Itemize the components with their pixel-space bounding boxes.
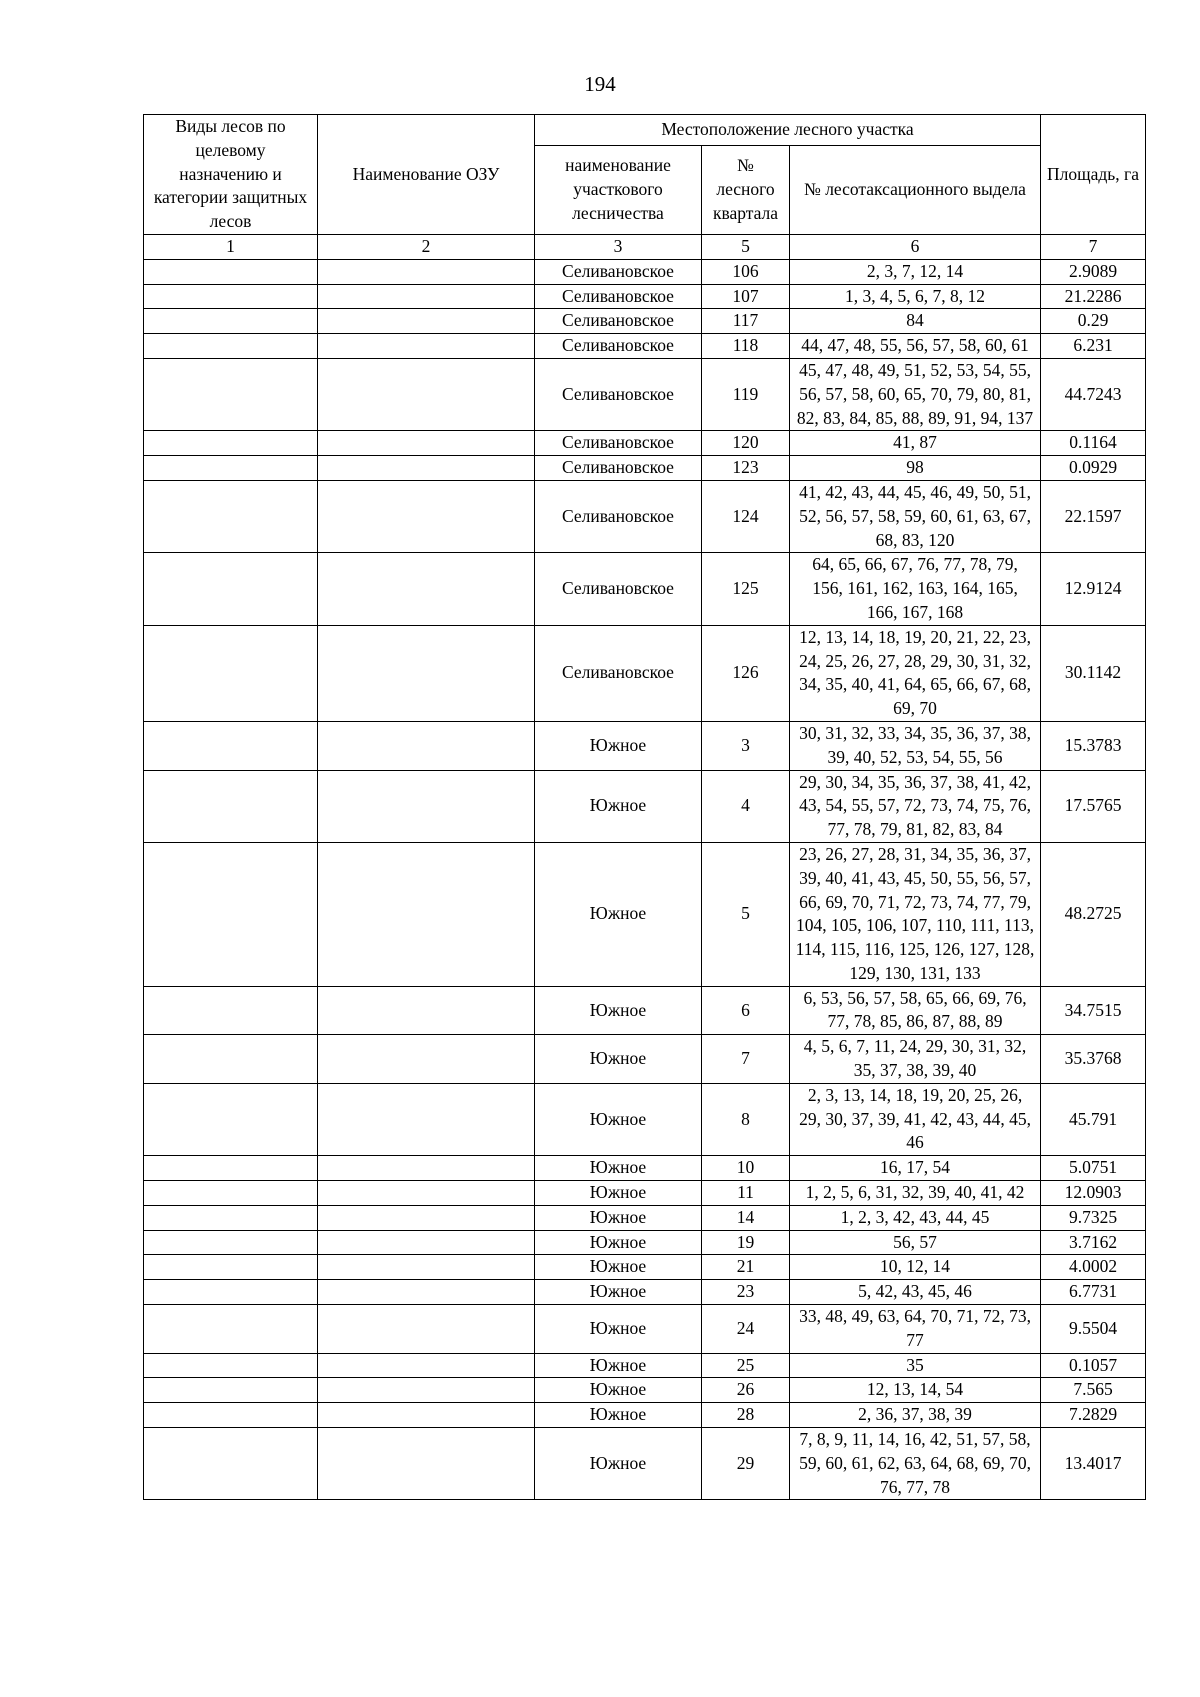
quarter-cell: 8 bbox=[702, 1083, 790, 1155]
forest-type-cell bbox=[144, 1428, 318, 1500]
vydel-cell: 33, 48, 49, 63, 64, 70, 71, 72, 73, 77 bbox=[790, 1305, 1041, 1354]
quarter-cell: 120 bbox=[702, 431, 790, 456]
quarter-cell: 10 bbox=[702, 1156, 790, 1181]
quarter-cell: 107 bbox=[702, 284, 790, 309]
ozu-name-cell bbox=[318, 553, 535, 625]
forestry-cell: Селивановское bbox=[535, 309, 702, 334]
area-cell: 9.7325 bbox=[1041, 1205, 1146, 1230]
table-row bbox=[144, 456, 1146, 481]
header-quarter-number: № лесного квартала bbox=[702, 145, 790, 234]
column-number: 2 bbox=[318, 234, 535, 259]
forestry-cell: Южное bbox=[535, 1378, 702, 1403]
table-row bbox=[144, 1280, 1146, 1305]
forestry-cell: Селивановское bbox=[535, 625, 702, 721]
vydel-cell: 6, 53, 56, 57, 58, 65, 66, 69, 76, 77, 78, 85, 86, 87, 88, 89 bbox=[790, 986, 1041, 1035]
forest-type-cell bbox=[144, 553, 318, 625]
quarter-cell: 29 bbox=[702, 1428, 790, 1500]
ozu-name-cell bbox=[318, 309, 535, 334]
ozu-name-cell bbox=[318, 334, 535, 359]
vydel-cell: 1, 3, 4, 5, 6, 7, 8, 12 bbox=[790, 284, 1041, 309]
area-cell: 7.565 bbox=[1041, 1378, 1146, 1403]
ozu-name-cell bbox=[318, 625, 535, 721]
table-row bbox=[144, 1181, 1146, 1206]
area-cell: 21.2286 bbox=[1041, 284, 1146, 309]
forestry-cell: Южное bbox=[535, 1280, 702, 1305]
vydel-cell: 1, 2, 5, 6, 31, 32, 39, 40, 41, 42 bbox=[790, 1181, 1041, 1206]
area-cell: 13.4017 bbox=[1041, 1428, 1146, 1500]
forestry-cell: Южное bbox=[535, 1353, 702, 1378]
forest-type-cell bbox=[144, 721, 318, 770]
forest-type-cell bbox=[144, 358, 318, 430]
forestry-cell: Селивановское bbox=[535, 334, 702, 359]
table-row bbox=[144, 284, 1146, 309]
table-row bbox=[144, 1403, 1146, 1428]
table-row bbox=[144, 1035, 1146, 1084]
forest-type-cell bbox=[144, 842, 318, 986]
area-cell: 0.1057 bbox=[1041, 1353, 1146, 1378]
quarter-cell: 11 bbox=[702, 1181, 790, 1206]
vydel-cell: 7, 8, 9, 11, 14, 16, 42, 51, 57, 58, 59, 60, 61, 62, 63, 64, 68, 69, 70, 76, 77, 78 bbox=[790, 1428, 1041, 1500]
forestry-cell: Южное bbox=[535, 721, 702, 770]
area-cell: 44.7243 bbox=[1041, 358, 1146, 430]
quarter-cell: 6 bbox=[702, 986, 790, 1035]
area-cell: 6.231 bbox=[1041, 334, 1146, 359]
vydel-cell: 41, 87 bbox=[790, 431, 1041, 456]
ozu-name-cell bbox=[318, 1403, 535, 1428]
area-cell: 12.0903 bbox=[1041, 1181, 1146, 1206]
quarter-cell: 125 bbox=[702, 553, 790, 625]
ozu-name-cell bbox=[318, 480, 535, 552]
forestry-cell: Южное bbox=[535, 1205, 702, 1230]
header-forestry-name: наименование участкового лесничества bbox=[535, 145, 702, 234]
header-forest-type: Виды лесов по целевому назначению и категории защитных лесов bbox=[144, 115, 318, 235]
forestry-cell: Селивановское bbox=[535, 553, 702, 625]
forestry-cell: Южное bbox=[535, 986, 702, 1035]
forest-type-cell bbox=[144, 259, 318, 284]
quarter-cell: 124 bbox=[702, 480, 790, 552]
ozu-name-cell bbox=[318, 456, 535, 481]
ozu-name-cell bbox=[318, 431, 535, 456]
quarter-cell: 21 bbox=[702, 1255, 790, 1280]
area-cell: 6.7731 bbox=[1041, 1280, 1146, 1305]
table-row bbox=[144, 1428, 1146, 1500]
table-row bbox=[144, 309, 1146, 334]
forest-type-cell bbox=[144, 1353, 318, 1378]
forest-type-cell bbox=[144, 431, 318, 456]
vydel-cell: 10, 12, 14 bbox=[790, 1255, 1041, 1280]
ozu-name-cell bbox=[318, 842, 535, 986]
ozu-name-cell bbox=[318, 1205, 535, 1230]
forest-type-cell bbox=[144, 1255, 318, 1280]
vydel-cell: 5, 42, 43, 45, 46 bbox=[790, 1280, 1041, 1305]
area-cell: 9.5504 bbox=[1041, 1305, 1146, 1354]
area-cell: 7.2829 bbox=[1041, 1403, 1146, 1428]
ozu-name-cell bbox=[318, 1353, 535, 1378]
ozu-name-cell bbox=[318, 1156, 535, 1181]
vydel-cell: 29, 30, 34, 35, 36, 37, 38, 41, 42, 43, 54, 55, 57, 72, 73, 74, 75, 76, 77, 78, 79, 81, 82, 83, 84 bbox=[790, 770, 1041, 842]
vydel-cell: 2, 3, 13, 14, 18, 19, 20, 25, 26, 29, 30, 37, 39, 41, 42, 43, 44, 45, 46 bbox=[790, 1083, 1041, 1155]
forestry-cell: Южное bbox=[535, 1428, 702, 1500]
ozu-name-cell bbox=[318, 1035, 535, 1084]
quarter-cell: 126 bbox=[702, 625, 790, 721]
vydel-cell: 64, 65, 66, 67, 76, 77, 78, 79, 156, 161, 162, 163, 164, 165, 166, 167, 168 bbox=[790, 553, 1041, 625]
vydel-cell: 12, 13, 14, 18, 19, 20, 21, 22, 23, 24, 25, 26, 27, 28, 29, 30, 31, 32, 34, 35, 40, 41, 64, 65, 66, 67, 68, 69, 70 bbox=[790, 625, 1041, 721]
area-cell: 5.0751 bbox=[1041, 1156, 1146, 1181]
vydel-cell: 45, 47, 48, 49, 51, 52, 53, 54, 55, 56, 57, 58, 60, 65, 70, 79, 80, 81, 82, 83, 84, 85, 88, 89, 91, 94, 137 bbox=[790, 358, 1041, 430]
quarter-cell: 24 bbox=[702, 1305, 790, 1354]
header-vydel-number: № лесотаксационного выдела bbox=[790, 145, 1041, 234]
ozu-name-cell bbox=[318, 259, 535, 284]
ozu-name-cell bbox=[318, 721, 535, 770]
header-area: Площадь, га bbox=[1041, 115, 1146, 235]
vydel-cell: 1, 2, 3, 42, 43, 44, 45 bbox=[790, 1205, 1041, 1230]
forest-type-cell bbox=[144, 1205, 318, 1230]
ozu-name-cell bbox=[318, 1255, 535, 1280]
quarter-cell: 5 bbox=[702, 842, 790, 986]
table-row bbox=[144, 721, 1146, 770]
forestry-cell: Селивановское bbox=[535, 284, 702, 309]
ozu-name-cell bbox=[318, 986, 535, 1035]
table-row bbox=[144, 334, 1146, 359]
ozu-name-cell bbox=[318, 1305, 535, 1354]
vydel-cell: 2, 36, 37, 38, 39 bbox=[790, 1403, 1041, 1428]
column-numbers-row bbox=[144, 234, 1146, 259]
quarter-cell: 4 bbox=[702, 770, 790, 842]
ozu-name-cell bbox=[318, 1428, 535, 1500]
area-cell: 3.7162 bbox=[1041, 1230, 1146, 1255]
quarter-cell: 28 bbox=[702, 1403, 790, 1428]
table-row bbox=[144, 625, 1146, 721]
area-cell: 22.1597 bbox=[1041, 480, 1146, 552]
table-row bbox=[144, 1378, 1146, 1403]
vydel-cell: 12, 13, 14, 54 bbox=[790, 1378, 1041, 1403]
area-cell: 35.3768 bbox=[1041, 1035, 1146, 1084]
forestry-cell: Южное bbox=[535, 1230, 702, 1255]
table-row bbox=[144, 1353, 1146, 1378]
quarter-cell: 26 bbox=[702, 1378, 790, 1403]
forest-type-cell bbox=[144, 1230, 318, 1255]
forest-plots-table bbox=[143, 114, 1146, 1500]
area-cell: 17.5765 bbox=[1041, 770, 1146, 842]
table-row bbox=[144, 1156, 1146, 1181]
area-cell: 30.1142 bbox=[1041, 625, 1146, 721]
forestry-cell: Южное bbox=[535, 1181, 702, 1206]
quarter-cell: 23 bbox=[702, 1280, 790, 1305]
table-row bbox=[144, 431, 1146, 456]
forestry-cell: Южное bbox=[535, 1035, 702, 1084]
forest-type-cell bbox=[144, 1280, 318, 1305]
forest-type-cell bbox=[144, 480, 318, 552]
vydel-cell: 84 bbox=[790, 309, 1041, 334]
area-cell: 0.29 bbox=[1041, 309, 1146, 334]
header-location-group: Местоположение лесного участка bbox=[535, 115, 1041, 146]
quarter-cell: 14 bbox=[702, 1205, 790, 1230]
vydel-cell: 56, 57 bbox=[790, 1230, 1041, 1255]
forestry-cell: Селивановское bbox=[535, 480, 702, 552]
vydel-cell: 30, 31, 32, 33, 34, 35, 36, 37, 38, 39, 40, 52, 53, 54, 55, 56 bbox=[790, 721, 1041, 770]
column-number: 1 bbox=[144, 234, 318, 259]
quarter-cell: 123 bbox=[702, 456, 790, 481]
vydel-cell: 23, 26, 27, 28, 31, 34, 35, 36, 37, 39, 40, 41, 43, 45, 50, 55, 56, 57, 66, 69, 70, 71, 72, 73, 74, 77, 79, 104, 105, 106, 107, 110, 111, 113, 114, 115, 116, 125, 126, 127, 128, 129, 130, 131, 133 bbox=[790, 842, 1041, 986]
ozu-name-cell bbox=[318, 1181, 535, 1206]
column-number: 3 bbox=[535, 234, 702, 259]
forest-type-cell bbox=[144, 625, 318, 721]
forest-type-cell bbox=[144, 1035, 318, 1084]
vydel-cell: 44, 47, 48, 55, 56, 57, 58, 60, 61 bbox=[790, 334, 1041, 359]
table-row bbox=[144, 770, 1146, 842]
area-cell: 48.2725 bbox=[1041, 842, 1146, 986]
forest-type-cell bbox=[144, 1156, 318, 1181]
forestry-cell: Южное bbox=[535, 842, 702, 986]
forest-type-cell bbox=[144, 334, 318, 359]
forest-type-cell bbox=[144, 1305, 318, 1354]
ozu-name-cell bbox=[318, 284, 535, 309]
forest-type-cell bbox=[144, 1083, 318, 1155]
forest-type-cell bbox=[144, 986, 318, 1035]
forest-type-cell bbox=[144, 1181, 318, 1206]
quarter-cell: 25 bbox=[702, 1353, 790, 1378]
vydel-cell: 98 bbox=[790, 456, 1041, 481]
forest-type-cell bbox=[144, 309, 318, 334]
forest-type-cell bbox=[144, 284, 318, 309]
table-row bbox=[144, 553, 1146, 625]
forest-type-cell bbox=[144, 1403, 318, 1428]
quarter-cell: 117 bbox=[702, 309, 790, 334]
ozu-name-cell bbox=[318, 1378, 535, 1403]
vydel-cell: 2, 3, 7, 12, 14 bbox=[790, 259, 1041, 284]
table-row bbox=[144, 842, 1146, 986]
forestry-cell: Южное bbox=[535, 1255, 702, 1280]
column-number: 6 bbox=[790, 234, 1041, 259]
column-number: 7 bbox=[1041, 234, 1146, 259]
quarter-cell: 106 bbox=[702, 259, 790, 284]
table-row bbox=[144, 1305, 1146, 1354]
area-cell: 0.0929 bbox=[1041, 456, 1146, 481]
forestry-cell: Южное bbox=[535, 1156, 702, 1181]
area-cell: 34.7515 bbox=[1041, 986, 1146, 1035]
forestry-cell: Южное bbox=[535, 1305, 702, 1354]
table-row bbox=[144, 358, 1146, 430]
quarter-cell: 7 bbox=[702, 1035, 790, 1084]
forestry-cell: Селивановское bbox=[535, 456, 702, 481]
table-row bbox=[144, 1083, 1146, 1155]
forestry-cell: Южное bbox=[535, 1083, 702, 1155]
quarter-cell: 118 bbox=[702, 334, 790, 359]
ozu-name-cell bbox=[318, 358, 535, 430]
area-cell: 2.9089 bbox=[1041, 259, 1146, 284]
table-row bbox=[144, 986, 1146, 1035]
table-row bbox=[144, 1255, 1146, 1280]
vydel-cell: 35 bbox=[790, 1353, 1041, 1378]
vydel-cell: 4, 5, 6, 7, 11, 24, 29, 30, 31, 32, 35, 37, 38, 39, 40 bbox=[790, 1035, 1041, 1084]
page-number: 194 bbox=[584, 72, 616, 96]
table-row bbox=[144, 480, 1146, 552]
vydel-cell: 41, 42, 43, 44, 45, 46, 49, 50, 51, 52, 56, 57, 58, 59, 60, 61, 63, 67, 68, 83, 120 bbox=[790, 480, 1041, 552]
ozu-name-cell bbox=[318, 770, 535, 842]
area-cell: 15.3783 bbox=[1041, 721, 1146, 770]
column-number: 5 bbox=[702, 234, 790, 259]
ozu-name-cell bbox=[318, 1280, 535, 1305]
area-cell: 45.791 bbox=[1041, 1083, 1146, 1155]
table-row bbox=[144, 1230, 1146, 1255]
header-ozu-name: Наименование ОЗУ bbox=[318, 115, 535, 235]
table-row bbox=[144, 1205, 1146, 1230]
forestry-cell: Южное bbox=[535, 1403, 702, 1428]
forestry-cell: Южное bbox=[535, 770, 702, 842]
quarter-cell: 119 bbox=[702, 358, 790, 430]
ozu-name-cell bbox=[318, 1230, 535, 1255]
forest-type-cell bbox=[144, 1378, 318, 1403]
table-row bbox=[144, 259, 1146, 284]
vydel-cell: 16, 17, 54 bbox=[790, 1156, 1041, 1181]
area-cell: 12.9124 bbox=[1041, 553, 1146, 625]
quarter-cell: 3 bbox=[702, 721, 790, 770]
forestry-cell: Селивановское bbox=[535, 259, 702, 284]
quarter-cell: 19 bbox=[702, 1230, 790, 1255]
forest-type-cell bbox=[144, 770, 318, 842]
forestry-cell: Селивановское bbox=[535, 358, 702, 430]
ozu-name-cell bbox=[318, 1083, 535, 1155]
forestry-cell: Селивановское bbox=[535, 431, 702, 456]
area-cell: 0.1164 bbox=[1041, 431, 1146, 456]
table-body bbox=[144, 259, 1146, 1500]
area-cell: 4.0002 bbox=[1041, 1255, 1146, 1280]
forest-type-cell bbox=[144, 456, 318, 481]
